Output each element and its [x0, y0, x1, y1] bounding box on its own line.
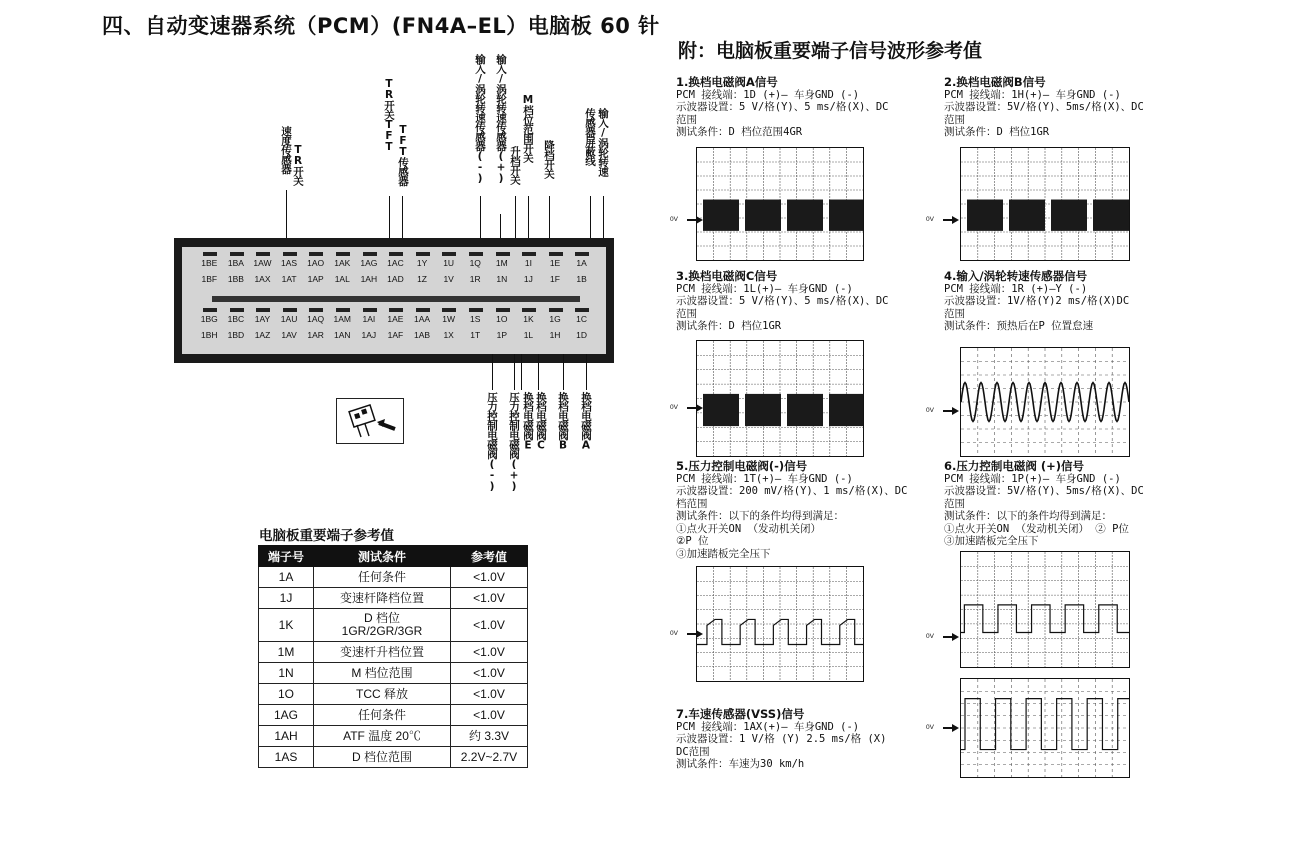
connector-upper-block [196, 255, 595, 287]
waveform-title: 2.换档电磁阀B信号 [944, 75, 1046, 89]
label-shift-solenoid-e: 换档电磁阀E [522, 392, 534, 451]
waveform-caption-line: PCM 接线端：1R (+)—Y (-) [944, 282, 1088, 295]
waveform-caption-line: 范围 [676, 113, 697, 126]
waveform-caption-line: 档范围 [676, 497, 708, 510]
table-cell: M 档位范围 [314, 663, 451, 684]
table-cell: 任何条件 [314, 567, 451, 588]
connector-probe-icon [336, 398, 404, 444]
waveform-caption-line: 测试条件：D 档位1GR [676, 320, 782, 332]
appendix-title: 附：电脑板重要端子信号波形参考值 [678, 40, 983, 62]
waveform-block [703, 394, 739, 426]
waveform-block [1009, 200, 1045, 231]
table-cell: <1.0V [451, 705, 528, 726]
table-cell: 1AH [259, 726, 314, 747]
oscilloscope-screen [960, 347, 1130, 457]
waveform-caption-line: PCM 接线端：1L(+)— 车身GND (-) [676, 282, 853, 295]
label-speed-sensor: 速度传感器 [280, 126, 292, 174]
label-downshift-switch: 降档开关 [543, 140, 555, 178]
connector-pin: 1U [435, 255, 462, 271]
connector-lower-block [196, 311, 595, 343]
waveform-block [829, 394, 863, 426]
connector-pin: 1E [542, 255, 569, 271]
connector-pin: 1L [523, 330, 534, 340]
oscilloscope-screen [696, 340, 864, 457]
waveform-title: 6.压力控制电磁阀 (+)信号 [944, 459, 1085, 473]
connector-pin: 1AU [276, 311, 303, 327]
waveform-block [787, 394, 823, 426]
waveform-caption-line: 示波器设置：5V/格(Y)、5ms/格(X)、DC [944, 101, 1144, 113]
table-cell: <1.0V [451, 588, 528, 609]
connector-pin: 1AM [329, 311, 356, 327]
table-cell: 约 3.3V [451, 726, 528, 747]
connector-pin: 1AS [276, 255, 303, 271]
table-cell: 1N [259, 663, 314, 684]
table-title: 电脑板重要端子参考值 [259, 528, 394, 544]
connector-pin: 1AD [387, 274, 404, 284]
label-m-range-switch: M档位范围开关 [522, 94, 534, 162]
connector-pin: 1AJ [361, 330, 377, 340]
waveform-block [703, 200, 739, 231]
table-cell: 1K [259, 609, 314, 642]
waveform-caption [676, 76, 888, 139]
table-row [259, 588, 528, 609]
table-cell: <1.0V [451, 642, 528, 663]
label-shift-solenoid-a: 换档电磁阀A [580, 392, 592, 451]
connector-pin: 1S [462, 311, 489, 327]
connector-pin: 1AL [334, 274, 350, 284]
waveform-caption-line: 测试条件：D 档位1GR [944, 126, 1050, 138]
waveform-caption-line: 范围 [944, 113, 965, 126]
table-row [259, 663, 528, 684]
connector-pin: 1Q [462, 255, 489, 271]
connector-pin: 1V [443, 274, 454, 284]
connector-pin: 1AP [307, 274, 324, 284]
label-tft-sensor: TFT传感器 [397, 124, 409, 186]
connector-pin: 1P [496, 330, 508, 340]
connector-pin: 1AA [409, 311, 436, 327]
waveform-title: 4.输入/涡轮转速传感器信号 [944, 269, 1088, 283]
connector-pin: 1AQ [302, 311, 329, 327]
connector-pin: 1AB [414, 330, 431, 340]
table-cell: <1.0V [451, 663, 528, 684]
table-row [259, 747, 528, 768]
waveform-caption-line: ①点火开关ON （发动机关闭） [676, 522, 821, 535]
connector-pin: 1Z [417, 274, 427, 284]
waveform-caption [676, 460, 907, 560]
connector-pin: 1J [523, 274, 533, 284]
waveform-caption-line: ③加速踏板完全压下 [944, 535, 1039, 547]
waveform-block [967, 200, 1003, 231]
label-input-sensor-plus: 输入/涡轮转速传感器(+) [495, 54, 507, 184]
column-header: 端子号 [259, 546, 314, 567]
zero-volt-label: 0V [926, 633, 934, 640]
table-row [259, 609, 528, 642]
connector-pin: 1M [489, 255, 516, 271]
connector-pin: 1AY [249, 311, 276, 327]
waveform-block [745, 394, 781, 426]
connector-pin: 1BE [196, 255, 223, 271]
waveform-caption-line: PCM 接线端：1D (+)— 车身GND (-) [676, 88, 860, 101]
oscilloscope-screen [960, 678, 1130, 778]
table-cell: D 档位范围 [314, 747, 451, 768]
zero-volt-label: 0V [926, 216, 934, 223]
waveform-caption-line: 示波器设置：5 V/格(Y)、5 ms/格(X)、DC [676, 101, 889, 113]
label-shift-solenoid-c: 换档电磁阀C [535, 392, 547, 451]
zero-volt-arrow-icon [696, 216, 703, 224]
connector-pin: 1O [489, 311, 516, 327]
column-header: 参考值 [451, 546, 528, 567]
table-row [259, 642, 528, 663]
connector-pin: 1AT [281, 274, 297, 284]
label-tr-switch: TR开关 [292, 144, 304, 185]
connector-pin: 1AG [356, 255, 383, 271]
waveform-caption-line: 示波器设置：200 mV/格(Y)、1 ms/格(X)、DC [676, 485, 908, 497]
waveform-block [745, 200, 781, 231]
waveform-caption [676, 270, 888, 333]
zero-volt-label: 0V [926, 407, 934, 414]
connector-pin: 1AR [307, 330, 324, 340]
oscilloscope-grid [961, 679, 1129, 777]
connector-pin: 1K [515, 311, 542, 327]
oscilloscope-screen [696, 566, 864, 682]
table-cell: 1A [259, 567, 314, 588]
zero-volt-label: 0V [670, 216, 678, 223]
table-cell: 2.2V~2.7V [451, 747, 528, 768]
oscilloscope-grid [697, 148, 863, 260]
waveform-block [829, 200, 863, 231]
waveform-caption-line: PCM 接线端：1T(+)— 车身GND (-) [676, 472, 853, 485]
table-cell: 1J [259, 588, 314, 609]
label-tr-switch-tft: TR开关TFT [383, 78, 395, 152]
oscilloscope-screen [960, 551, 1130, 668]
waveform-caption [944, 76, 1144, 139]
connector-pin: 1D [576, 330, 588, 340]
zero-volt-label: 0V [926, 724, 934, 731]
connector-pin: 1BF [201, 274, 218, 284]
waveform-caption-line: 测试条件：以下的条件均得到满足： [944, 510, 1112, 522]
oscilloscope-screen [696, 147, 864, 261]
label-input-sensor-minus: 输入/涡轮转速传感器(-) [474, 54, 486, 184]
connector-pin: 1BA [223, 255, 250, 271]
connector-pin: 1T [470, 330, 481, 340]
waveform-caption-line: 测试条件：预热后在P 位置怠速 [944, 320, 1094, 332]
connector-pin: 1W [435, 311, 462, 327]
column-header: 测试条件 [314, 546, 451, 567]
waveform-caption-line: 测试条件：车速为30 km/h [676, 758, 805, 770]
label-pc-solenoid-plus: 压力控制电磁阀(+) [508, 392, 520, 492]
waveform-block [1093, 200, 1129, 231]
connector-pin: 1AV [281, 330, 297, 340]
connector-pin: 1X [443, 330, 454, 340]
connector-pin: 1R [469, 274, 481, 284]
label-upshift-switch: 升档开关 [509, 146, 521, 184]
waveform-title: 5.压力控制电磁阀(-)信号 [676, 459, 808, 473]
zero-volt-arrow-icon [952, 407, 959, 415]
connector-pin: 1F [550, 274, 560, 284]
connector-pin: 1AK [329, 255, 356, 271]
zero-volt-arrow-icon [696, 630, 703, 638]
waveform-caption-line: ①点火开关ON （发动机关闭） ② P位 [944, 522, 1129, 535]
waveform-caption [944, 460, 1144, 548]
label-input-speed: 输入/涡轮转速 [597, 108, 609, 176]
zero-volt-arrow-icon [952, 724, 959, 732]
table-cell: <1.0V [451, 684, 528, 705]
waveform-block [1051, 200, 1087, 231]
table-cell: 1AS [259, 747, 314, 768]
zero-volt-arrow-icon [952, 633, 959, 641]
table-cell: <1.0V [451, 609, 528, 642]
table-cell: ATF 温度 20℃ [314, 726, 451, 747]
waveform-caption-line: PCM 接线端：1P(+)— 车身GND (-) [944, 472, 1121, 485]
waveform-caption-line: PCM 接线端：1AX(+)— 车身GND (-) [676, 720, 860, 733]
connector-divider [212, 296, 580, 302]
connector-pin: 1AW [249, 255, 276, 271]
waveform-caption [676, 708, 886, 771]
waveform-block [787, 200, 823, 231]
connector-pin: 1AI [356, 311, 383, 327]
waveform-caption-line: ②P 位 [676, 535, 709, 547]
reference-table [258, 545, 528, 768]
label-shield-wire: 传感器屏蔽线 [584, 108, 596, 165]
connector-pin: 1AN [333, 330, 351, 340]
connector-pin: 1AF [387, 330, 404, 340]
oscilloscope-grid [697, 567, 863, 681]
table-cell: 1AG [259, 705, 314, 726]
waveform-title: 1.换档电磁阀A信号 [676, 75, 778, 89]
zero-volt-label: 0V [670, 404, 678, 411]
oscilloscope-screen [960, 147, 1130, 261]
page-title: 四、自动变速器系统（PCM）(FN4A–EL）电脑板 60 针 [102, 14, 660, 38]
waveform-caption-line: ③加速踏板完全压下 [676, 547, 771, 560]
waveform-caption-line: 示波器设置：1V/格(Y)2 ms/格(X)DC [944, 295, 1130, 307]
waveform-caption-line: 测试条件：以下的条件均得到满足： [676, 510, 844, 522]
waveform-caption-line: DC范围 [676, 745, 710, 758]
oscilloscope-grid [961, 552, 1129, 667]
table-cell: 1O [259, 684, 314, 705]
table-cell: 1M [259, 642, 314, 663]
waveform-caption-line: 范围 [676, 307, 697, 320]
connector-pin: 1BH [201, 330, 218, 340]
table-cell: 任何条件 [314, 705, 451, 726]
waveform-title: 3.换档电磁阀C信号 [676, 269, 778, 283]
table-row [259, 567, 528, 588]
label-shift-solenoid-b: 换档电磁阀B [557, 392, 569, 451]
connector-pin: 1G [542, 311, 569, 327]
oscilloscope-grid [697, 341, 863, 456]
table-row [259, 726, 528, 747]
waveform-caption-line: 示波器设置：1 V/格 (Y) 2.5 ms/格 (X) [676, 733, 887, 745]
pcm-connector [174, 238, 614, 363]
table-cell: 变速杆升档位置 [314, 642, 451, 663]
table-row [259, 705, 528, 726]
connector-pin: 1AX [254, 274, 271, 284]
zero-volt-arrow-icon [696, 404, 703, 412]
table-cell: D 档位 1GR/2GR/3GR [314, 609, 451, 642]
waveform-caption-line: 示波器设置：5V/格(Y)、5ms/格(X)、DC [944, 485, 1144, 497]
connector-pin: 1C [568, 311, 595, 327]
connector-pin: 1AO [302, 255, 329, 271]
zero-volt-arrow-icon [952, 216, 959, 224]
table-cell: TCC 释放 [314, 684, 451, 705]
connector-pin: 1H [549, 330, 561, 340]
connector-pin: 1BG [196, 311, 223, 327]
connector-pin: 1B [576, 274, 587, 284]
connector-pin: 1AE [382, 311, 409, 327]
waveform-caption-line: 范围 [944, 307, 965, 320]
oscilloscope-grid [961, 348, 1129, 456]
waveform-caption-line: 测试条件：D 档位范围4GR [676, 126, 803, 138]
connector-pin: 1N [496, 274, 508, 284]
connector-pin: 1I [515, 255, 542, 271]
waveform-caption [944, 270, 1129, 333]
connector-pin: 1AH [360, 274, 378, 284]
connector-pin: 1BD [227, 330, 245, 340]
table-cell: 变速杆降档位置 [314, 588, 451, 609]
connector-pin: 1BB [227, 274, 244, 284]
connector-pin: 1BC [223, 311, 250, 327]
waveform-caption-line: 范围 [944, 497, 965, 510]
waveform-title: 7.车速传感器(VSS)信号 [676, 707, 805, 721]
connector-pin: 1AZ [254, 330, 271, 340]
waveform-caption-line: PCM 接线端：1H(+)— 车身GND (-) [944, 88, 1121, 101]
waveform-caption-line: 示波器设置：5 V/格(Y)、5 ms/格(X)、DC [676, 295, 889, 307]
label-pc-solenoid-minus: 压力控制电磁阀(-) [486, 392, 498, 492]
connector-pin: 1AC [382, 255, 409, 271]
table-row [259, 684, 528, 705]
table-cell: <1.0V [451, 567, 528, 588]
connector-pin: 1A [568, 255, 595, 271]
zero-volt-label: 0V [670, 630, 678, 637]
oscilloscope-grid [961, 148, 1129, 260]
connector-pin: 1Y [409, 255, 436, 271]
